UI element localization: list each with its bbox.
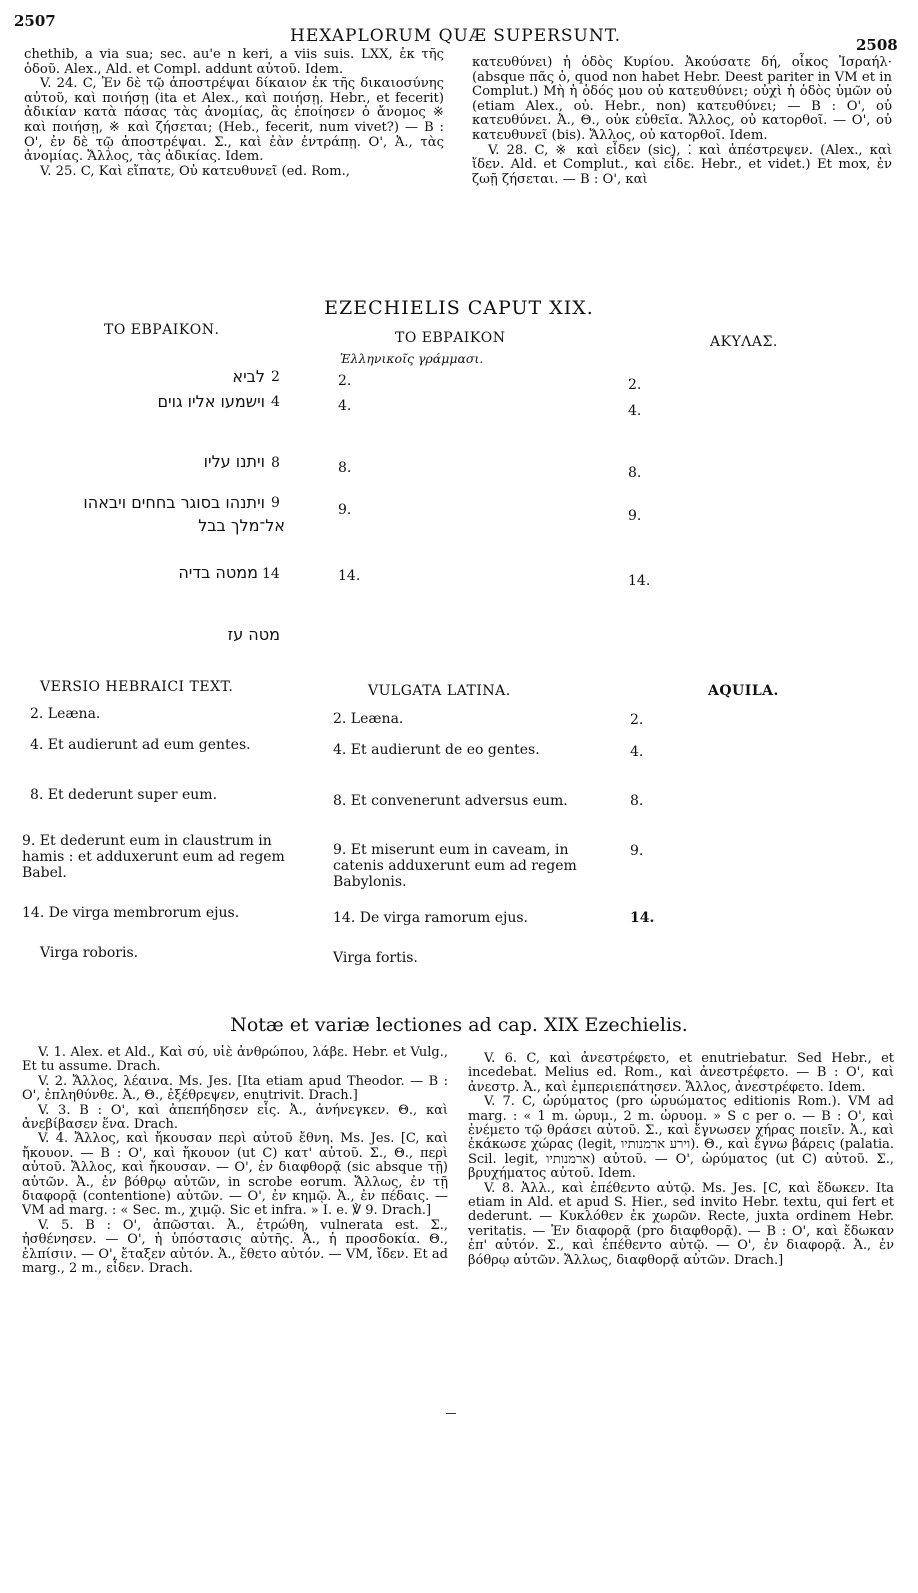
column-head-vulgata: VULGATA LATINA. (368, 683, 511, 699)
verse-number: 14 (262, 566, 280, 582)
note-paragraph: V. 6. C, καὶ ἀνεστρέφετο, et enutriebatur. Sed Hebr., et incedebat. Melius ed. Rom., καὶ ἀνεστρέφετο. — B : Ο', καὶ ἀνεστρ. Ἀ., καὶ ἐμπεριεπάτησεν. Ἄλλος, ἀνεστρέφετο. Idem. (468, 1051, 894, 1095)
note-paragraph: V. 4. Ἄλλος, καὶ ἤκουσαν περὶ αὐτοῦ ἔθνη. Ms. Jes. [C, καὶ ἤκουον. — B : Ο', καὶ ἤκουον (ut C) κατ' αὐτοῦ. Σ., Θ., περὶ αὐτοῦ. Ἄλλος, καὶ ἤκουσαν. — Ο', ἐν διαφθορᾷ (sic absque τῇ) αὐτῶν. Ἀ., ἐν βόθρῳ αὐτῶν, in scrobe eorum. Ἄλλως, ἐν τῇ διαφορᾷ (contentione) αὐτῶν. — Ο', ἐν κημῷ. Ἀ., ἐν πέδαις. — VM ad marg. : « Sec. m., χιμῷ. Sic et infra. » I. e. ℣ 9. Drach.] (22, 1131, 448, 1219)
hebrew-text: ממטה בדיה (178, 563, 258, 582)
note-paragraph: V. 7. C, ὠρύματος (pro ὠρυώματος editionis Rom.). VM ad marg. : « 1 m. ὠρυμ., 2 m. ὠρυομ. » S c per ο. — B : Ο', καὶ ἐνέμετο τῷ θράσει αὐτοῦ. Σ., καὶ ἔγνωσεν χήρας ποιεῖν. Ἀ., καὶ ἐκάκωσε χώρας (legit, וירע ארמנותיו). Θ., καὶ ἔγνω βάρεις (palatia. Scil. legit, ארמנותיו) αὐτοῦ. — Ο', ὠρύματος (ut C) αὐτοῦ. Σ., βρυχήματος αὐτοῦ. Idem. (468, 1094, 894, 1182)
column-head-greek-letters-sub: Ἑλληνικοῖς γράμμασι. (340, 351, 484, 366)
verse-number: 8. (628, 465, 642, 481)
note-paragraph: V. 8. Ἀλλ., καὶ ἐπέθεντο αὐτῷ. Ms. Jes. [C, καὶ ἔδωκεν. Ita etiam in Ald. et apud S. Hier., sed invito Hebr. textu, qui fert et dederunt. — Κυκλόθεν ἐκ χωρῶν. Recte, juxta ordinem Hebr. veritatis. — Ἐν διαφορᾷ (pro διαφθορᾷ). — B : Ο', καὶ ἔδωκαν ἐπ' αὐτόν. Σ., καὶ ἐπέθεντο αὐτῷ. — Ο', ἐν διαφορᾷ. Ἀ., ἐν βόθρῳ αὐτῶν. Ἄλλως, διαφθορᾷ αὐτῶν. Drach.] (468, 1180, 894, 1268)
column-head-aquila-latin: AQUILA. (708, 683, 779, 699)
column-head-aquila: ΑΚΥΛΑΣ. (710, 334, 778, 350)
page-number-right: 2508 (856, 36, 898, 54)
hebrew-text: אל־מלך בבל (198, 516, 285, 535)
paragraph: chethib, a via sua; sec. au'e n keri, a viis suis. LXX, ἐκ τῆς ὁδοῦ. Alex., Ald. et Compl. addunt αὐτοῦ. Idem. (24, 47, 444, 77)
running-title: HEXAPLORUM QUÆ SUPERSUNT. (290, 26, 622, 46)
notes-right-column (468, 1052, 894, 1268)
notes-title: Notæ et variæ lectiones ad cap. XIX Ezechielis. (230, 1014, 688, 1036)
hebrew-text: ויתנהו בסוגר בחחים ויבאהו (83, 493, 265, 512)
verse-number: 9. (628, 508, 642, 524)
hebrew-text: וישמעו אליו גוים (157, 392, 265, 411)
column-head-greek-letters: ΤΟ ΕΒΡΑΙΚΟΝ (395, 330, 506, 346)
vulgata-row: 14. De virga ramorum ejus. (333, 910, 528, 926)
verse-number: 2. (628, 377, 642, 393)
hebrew-text: לביא (232, 367, 265, 386)
verse-number: 4 (271, 394, 280, 410)
paragraph: κατευθύνει) ἡ ὁδὸς Κυρίου. Ἀκούσατε δή, οἶκος Ἰσραήλ· (absque πᾶς ὁ, quod non habet Hebr. Deest pariter in VM et in Complut.) Μὴ ἡ ὁδός μου οὐ κατευθύνει; οὐχὶ ἡ ὁδὸς ὑμῶν οὐ (etiam Alex., οὐ. Hebr., non) κατευθύνει; — B : Ο', οὐ κατευθύνει. Ἀ., Θ., οὐκ εὐθεῖα. Ἄλλος, οὐ κατορθοῖ. — Ο', οὐ κατευθυνεῖ (bis). Ἄλλος, οὐ κατορθοῖ. Idem. (472, 55, 892, 143)
vulgata-row: 9. Et miserunt eum in caveam, in catenis adduxerunt eum ad regem Babylonis. (333, 842, 577, 890)
aquila-row: 4. (630, 744, 644, 760)
aquila-row: 2. (630, 712, 644, 728)
vulgata-row: 8. Et convenerunt adversus eum. (333, 793, 568, 809)
versio-row: 8. Et dederunt super eum. (30, 787, 218, 803)
note-paragraph: V. 3. B : Ο', καὶ ἀπεπήδησεν εἷς. Ἀ., ἀνήνεγκεν. Θ., καὶ ἀνεβίβασεν ἕνα. Drach. (22, 1102, 448, 1133)
versio-row: 9. Et dederunt eum in claustrum in hamis : et adduxerunt eum ad regem Babel. (22, 833, 285, 881)
verse-number: 9 (271, 495, 280, 511)
aquila-row: 9. (630, 843, 644, 859)
paragraph: V. 28. C, ※ καὶ εἶδεν (sic), ⁚ καὶ ἀπέστρεψεν. (Alex., καὶ ἴδεν. Ald. et Complut., καὶ εἶδε. Hebr., et videt.) Et mox, ἐν ζωῇ ζήσεται. — B : Ο', καὶ (472, 142, 892, 187)
top-left-column (24, 48, 444, 179)
verse-number: 2 (271, 369, 280, 385)
aquila-row: 8. (630, 793, 644, 809)
verse-number: 2. (338, 373, 352, 389)
verse-number: 4. (338, 398, 352, 414)
versio-row: 2. Leæna. (30, 706, 101, 722)
note-paragraph: V. 5. B : Ο', ἀπῶσται. Ἀ., ἐτρώθη, vulnerata est. Σ., ἠσθένησεν. — Ο', ἡ ὑπόστασις αὐτῆς. Ἀ., ἡ προσδοκία. Θ., ἐλπίσιν. — Ο', ἔταξεν αὐτόν. Ἀ., ἔθετο αὐτόν. — VM, ἴδεν. Et ad marg., 2 m., εἶδεν. Drach. (22, 1217, 448, 1277)
versio-row: Virga roboris. (40, 945, 139, 961)
versio-row: 14. De virga membrorum ejus. (22, 905, 240, 921)
divider (446, 1413, 456, 1414)
note-paragraph: V. 1. Alex. et Ald., Καὶ σύ, υἱὲ ἀνθρώπου, λάβε. Hebr. et Vulg., Et tu assume. Drach. (22, 1045, 448, 1075)
verse-number: 8. (338, 460, 352, 476)
paragraph: V. 25. C, Καὶ εἴπατε, Οὐ κατευθυνεῖ (ed. Rom., (40, 163, 350, 179)
verse-number: 8 (271, 455, 280, 471)
verse-number: 9. (338, 502, 352, 518)
top-right-column (472, 56, 892, 187)
aquila-row: 14. (630, 910, 655, 926)
vulgata-row: 2. Leæna. (333, 711, 404, 727)
vulgata-row: Virga fortis. (333, 950, 418, 966)
verse-number: 14. (628, 573, 651, 589)
page-number-left: 2507 (14, 12, 56, 30)
hebrew-text: מטה עז (227, 625, 280, 644)
verse-number: 14. (338, 568, 361, 584)
versio-row: 4. Et audierunt ad eum gentes. (30, 737, 251, 753)
hebrew-text: ויתנו עליו (203, 452, 265, 471)
notes-left-column (22, 1046, 448, 1277)
verse-number: 4. (628, 403, 642, 419)
column-head-hebrew: ΤΟ ΕΒΡΑΙΚΟΝ. (104, 322, 220, 338)
vulgata-row: 4. Et audierunt de eo gentes. (333, 742, 540, 758)
column-head-versio: VERSIO HEBRAICI TEXT. (40, 679, 234, 695)
paragraph: V. 24. C, Ἐν δὲ τῷ ἀποστρέψαι δίκαιον ἐκ τῆς δικαιοσύνης αὐτοῦ, καὶ ποιήσῃ (ita et Alex., καὶ ποιήσῃ. Hebr., et fecerit) ἀδικίαν κατὰ πάσας τὰς ἀνομίας, ἃς ἐποίησεν ὁ ἄνομος ※ καὶ ποιήσῃ, ※ καὶ ζήσεται; (Heb., fecerit, num vivet?) — B : Ο', ἐν δὲ τῷ ἀποστρέψαι. Σ., καὶ ἐὰν ἐντράπῃ. Ο', Ἀ., τὰς ἀνομίας. Ἄλλος, τὰς ἀδικίας. Idem. (24, 76, 444, 165)
note-paragraph: V. 2. Ἄλλος, λέαινα. Ms. Jes. [Ita etiam apud Theodor. — B : Ο', ἐπληθύνθε. Ἀ., Θ., ἐξέθρεψεν, enutrivit. Drach.] (22, 1073, 448, 1104)
chapter-title: EZECHIELIS CAPUT XIX. (324, 297, 594, 319)
